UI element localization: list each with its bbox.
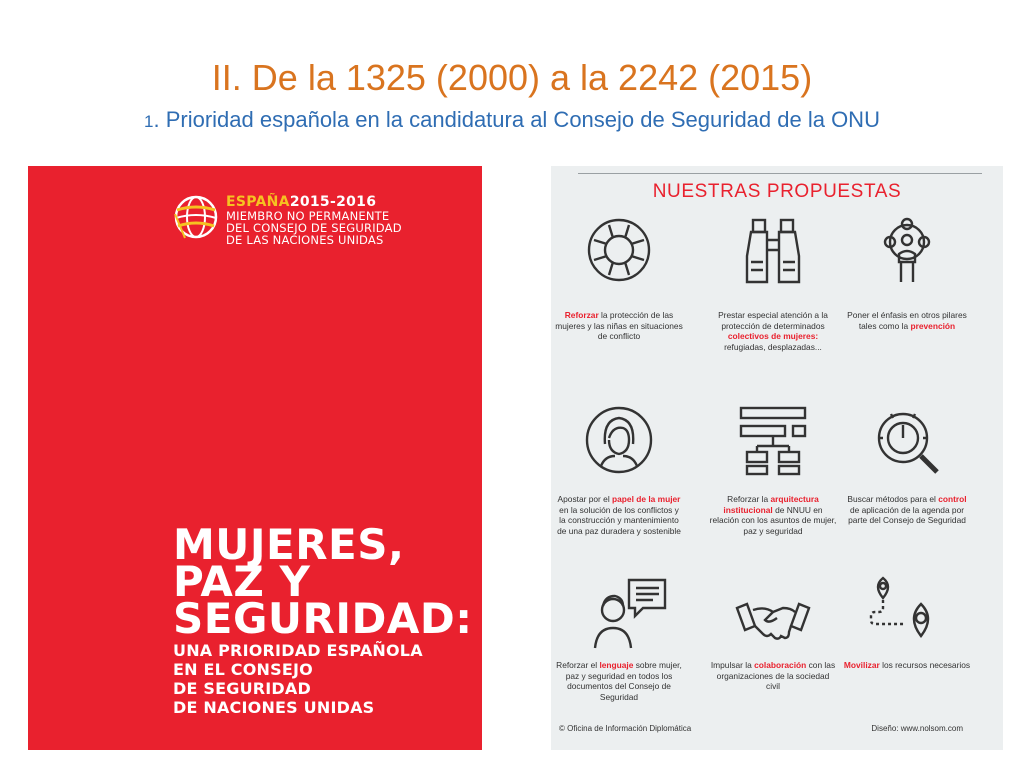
binoculars-icon (733, 210, 813, 290)
cover-title (173, 520, 473, 643)
globe-logo-icon (173, 194, 219, 240)
footer-credit: © Oficina de Información Diplomática (559, 724, 692, 733)
cover-subtitle-line: EN EL CONSEJO (173, 660, 313, 679)
woman-icon (579, 400, 659, 480)
cover-subtitle-line: DE NACIONES UNIDAS (173, 698, 375, 717)
speaking-person-icon (589, 574, 669, 654)
proposal-caption: Reforzar el lenguaje sobre mujer, paz y seguridad en todos los documentos del Consejo de Seguridad (556, 660, 682, 702)
cover-subtitle-line: UNA PRIORIDAD ESPAÑOLA (173, 641, 423, 660)
gauge-magnifier-icon (867, 400, 947, 480)
proposal-caption: Apostar por el papel de la mujer en la solución de los conflictos y la construcción y mantenimiento de una paz duradera y sostenible (557, 494, 681, 536)
slide-subtitle (0, 106, 1024, 136)
network-person-icon (867, 210, 947, 290)
cover-years: 2015-2016 (289, 194, 377, 210)
cover-subtitle-line: DE SEGURIDAD (173, 679, 311, 698)
proposal-caption: Buscar métodos para el control de aplicación de la agenda por parte del Consejo de Seguridad (847, 494, 967, 526)
slide-title: II. De la 1325 (2000) a la 2242 (2015) (211, 57, 813, 98)
report-cover (28, 166, 482, 750)
cover-title-line: SEGURIDAD: (173, 594, 473, 643)
cover-espana: ESPAÑA (226, 194, 290, 210)
proposal-caption: Impulsar la colaboración con las organizaciones de la sociedad civil (710, 660, 836, 692)
proposals-infographic (551, 166, 1003, 750)
handshake-icon (733, 586, 813, 666)
proposal-caption: Movilizar los recursos necesarios (843, 660, 971, 670)
infographic-rule (578, 173, 982, 174)
proposal-caption: Reforzar la arquitectura institucional de NNUU en relación con los asuntos de mujer, paz y seguridad (709, 494, 837, 536)
cover-line-3: DEL CONSEJO DE SEGURIDAD (226, 221, 402, 235)
proposal-caption: Reforzar la protección de las mujeres y las niñas en situaciones de conflicto (555, 310, 683, 342)
subtitle-number: 1 (144, 112, 154, 131)
lifebuoy-icon (579, 210, 659, 290)
org-chart-icon (733, 400, 813, 480)
cover-line-2: MIEMBRO NO PERMANENTE (226, 209, 390, 223)
footer-design: Diseño: www.nolsom.com (871, 724, 963, 733)
cover-line-4: DE LAS NACIONES UNIDAS (226, 233, 384, 247)
infographic-heading: NUESTRAS PROPUESTAS (652, 181, 902, 202)
cover-title-line: MUJERES, (173, 520, 405, 569)
route-pins-icon (867, 570, 947, 650)
subtitle-text: . Prioridad española en la candidatura al Consejo de Seguridad de la ONU (153, 107, 880, 132)
cover-subtitle (173, 641, 423, 717)
proposal-caption: Poner el énfasis en otros pilares tales como la prevención (847, 310, 967, 331)
cover-header (226, 194, 402, 246)
cover-title-line: PAZ Y (173, 557, 311, 606)
proposal-caption: Prestar especial atención a la protección de determinados colectivos de mujeres: refugiadas, desplazadas... (718, 310, 828, 352)
